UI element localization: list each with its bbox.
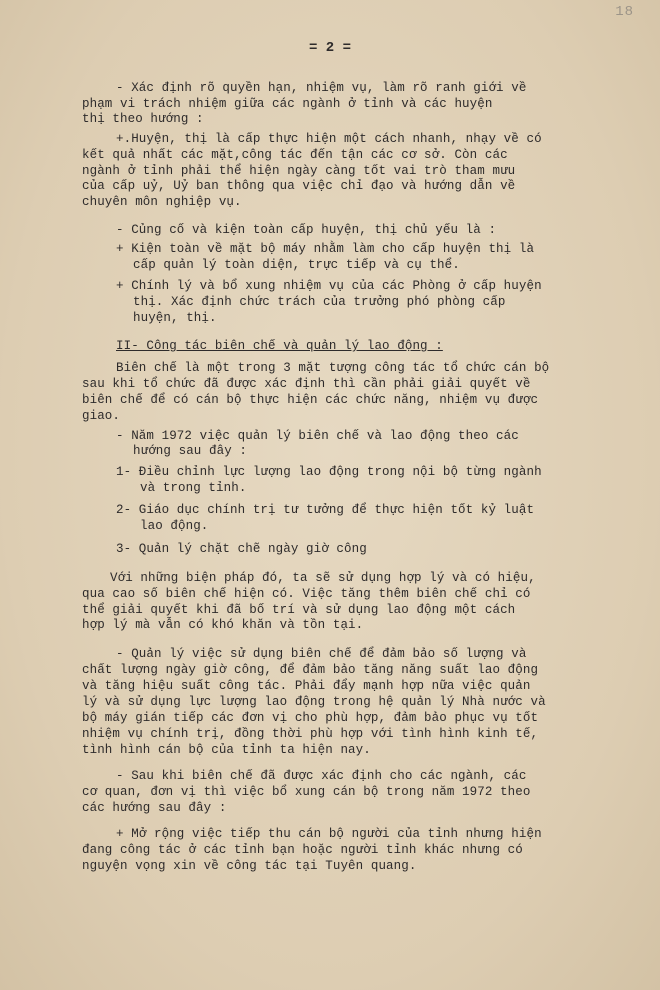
text-line: của cấp uỷ, Uỷ ban thông qua việc chỉ đạo và hướng dẫn về	[82, 179, 516, 193]
page-number: = 2 =	[308, 40, 351, 56]
text-line: phạm vi trách nhiệm giữa các ngành ở tỉnh và các huyện	[82, 97, 493, 111]
text-line: huyện, thị.	[133, 311, 217, 325]
text-line: hướng sau đây :	[133, 444, 248, 458]
text-line: + Chính lý và bổ xung nhiệm vụ của các Phòng ở cấp huyện	[116, 279, 542, 293]
text-line: - Củng cố và kiện toàn cấp huyện, thị chủ yếu là :	[116, 223, 497, 237]
text-line: 2- Giáo dục chính trị tư tưởng để thực hiện tốt kỷ luật	[116, 503, 535, 517]
text-line: Với những biện pháp đó, ta sẽ sử dụng hợp lý và có hiệu,	[110, 571, 536, 585]
text-line: tình hình cán bộ của tỉnh ta hiện nay.	[82, 743, 371, 757]
text-line: - Sau khi biên chế đã được xác định cho các ngành, các	[116, 769, 527, 783]
text-line: - Xác định rõ quyền hạn, nhiệm vụ, làm rõ ranh giới về	[116, 81, 527, 95]
text-line: ngành ở tỉnh phải thể hiện ngày càng tốt vai trò tham mưu	[82, 164, 516, 178]
text-line: - Năm 1972 việc quản lý biên chế và lao động theo các	[116, 429, 519, 443]
text-line: cơ quan, đơn vị thì việc bổ xung cán bộ trong năm 1972 theo	[82, 785, 531, 799]
text-line: hợp lý mà vẫn có khó khăn và tồn tại.	[82, 618, 364, 632]
text-line: thể giải quyết khi đã bố trí và sử dụng lao động một cách	[82, 603, 516, 617]
section-heading: II- Công tác biên chế và quản lý lao động :	[116, 339, 443, 353]
archive-page-mark: 18	[615, 4, 634, 20]
text-line: và tăng hiệu suất công tác. Phải đẩy mạnh hợp nữa việc quản	[82, 679, 531, 693]
text-line: - Quản lý việc sử dụng biên chế để đảm bảo số lượng và	[116, 647, 527, 661]
text-line: 1- Điều chỉnh lực lượng lao động trong nội bộ từng ngành	[116, 465, 542, 479]
text-line: biên chế để có cán bộ thực hiện các chức năng, nhiệm vụ được	[82, 393, 539, 407]
text-line: + Mở rộng việc tiếp thu cán bộ người của tỉnh nhưng hiện	[116, 827, 542, 841]
text-line: lý và sử dụng lực lượng lao động trong hệ quản lý Nhà nước và	[82, 695, 546, 709]
text-line: chất lượng ngày giờ công, để đảm bảo tăng năng suất lao động	[82, 663, 539, 677]
text-line: thị theo hướng :	[82, 112, 204, 126]
text-line: nguyện vọng xin về công tác tại Tuyên quang.	[82, 859, 417, 873]
text-line: +.Huyện, thị là cấp thực hiện một cách nhanh, nhạy về có	[116, 132, 542, 146]
text-line: thị. Xác định chức trách của trưởng phó phòng cấp	[133, 295, 506, 309]
text-line: đang công tác ở các tỉnh bạn hoặc người tỉnh khác nhưng có	[82, 843, 523, 857]
text-line: Biên chế là một trong 3 mặt tượng công tác tổ chức cán bộ	[116, 361, 550, 375]
text-line: cấp quản lý toàn diện, trực tiếp và cụ thể.	[133, 258, 460, 272]
text-line: bộ máy gián tiếp các đơn vị cho phù hợp, đảm bảo phục vụ tốt	[82, 711, 539, 725]
text-line: các hướng sau đây :	[82, 801, 227, 815]
text-line: và trong tỉnh.	[140, 481, 247, 495]
text-line: giao.	[82, 409, 121, 423]
text-line: 3- Quản lý chặt chẽ ngày giờ công	[116, 542, 367, 556]
text-line: sau khi tổ chức đã được xác định thì cần phải giải quyết về	[82, 377, 531, 391]
text-line: kết quả nhất các mặt,công tác đến tận các cơ sở. Còn các	[82, 148, 508, 162]
text-line: + Kiện toàn về mặt bộ máy nhằm làm cho cấp huyện thị là	[116, 242, 535, 256]
text-line: chuyên môn nghiệp vụ.	[82, 195, 242, 209]
text-line: lao động.	[140, 519, 209, 533]
text-line: nhiệm vụ chính trị, đồng thời phù hợp với tình hình kinh tế,	[82, 727, 539, 741]
text-line: qua cao số biên chế hiện có. Việc tăng thêm biên chế chỉ có	[82, 587, 531, 601]
